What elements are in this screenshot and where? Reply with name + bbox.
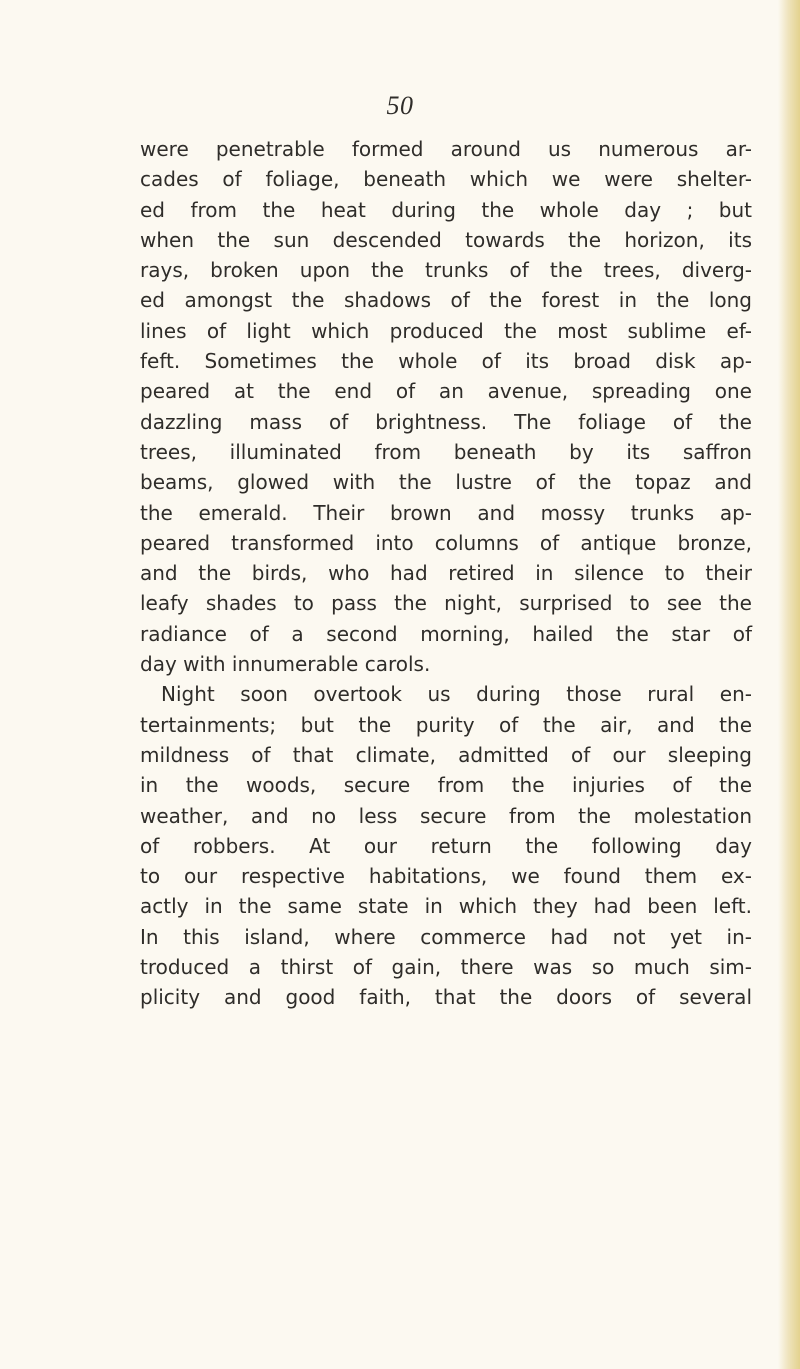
text-line: rays, broken upon the trunks of the trees, diverg- (140, 258, 752, 283)
text-line: of robbers. At our return the following day (140, 833, 752, 858)
text-line: and the birds, who had retired in silence to their (140, 561, 752, 586)
text-line: weather, and no less secure from the molestation (140, 803, 752, 828)
text-line: cades of foliage, beneath which we were shelter- (140, 167, 752, 192)
text-line: actly in the same state in which they had been left. (140, 894, 752, 919)
text-line: when the sun descended towards the horizon, its (140, 227, 752, 252)
text-line: Night soon overtook us during those rural en- (161, 682, 752, 707)
text-line: day with innumerable carols. (140, 652, 431, 677)
text-line: dazzling mass of brightness. The foliage of the (140, 409, 752, 434)
text-line: radiance of a second morning, hailed the star of (140, 621, 752, 646)
page-edge-shadow (778, 0, 800, 1369)
text-line: to our respective habitations, we found them ex- (140, 864, 752, 889)
text-line: ed amongst the shadows of the forest in the long (140, 288, 752, 313)
text-line: feft. Sometimes the whole of its broad disk ap- (140, 349, 752, 374)
text-line: peared at the end of an avenue, spreading one (140, 379, 752, 404)
text-line: In this island, where commerce had not yet in- (140, 924, 752, 949)
text-line: the emerald. Their brown and mossy trunks ap- (140, 500, 752, 525)
text-line: peared transformed into columns of antique bronze, (140, 530, 752, 555)
text-line: tertainments; but the purity of the air, and the (140, 712, 752, 737)
body-text (140, 134, 752, 1013)
text-line: troduced a thirst of gain, there was so much sim- (140, 955, 752, 980)
text-line: were penetrable formed around us numerous ar- (140, 137, 752, 161)
text-line: ed from the heat during the whole day ; but (140, 197, 752, 222)
text-line: lines of light which produced the most sublime ef- (140, 318, 752, 343)
text-line: plicity and good faith, that the doors of several (140, 985, 752, 1010)
text-line: trees, illuminated from beneath by its saffron (140, 439, 752, 464)
text-line: beams, glowed with the lustre of the topaz and (140, 470, 752, 495)
text-line: in the woods, secure from the injuries of the (140, 773, 752, 798)
text-line: mildness of that climate, admitted of our sleeping (140, 742, 752, 767)
text-line: leafy shades to pass the night, surprised to see the (140, 591, 752, 616)
page-number: 50 (386, 91, 414, 120)
